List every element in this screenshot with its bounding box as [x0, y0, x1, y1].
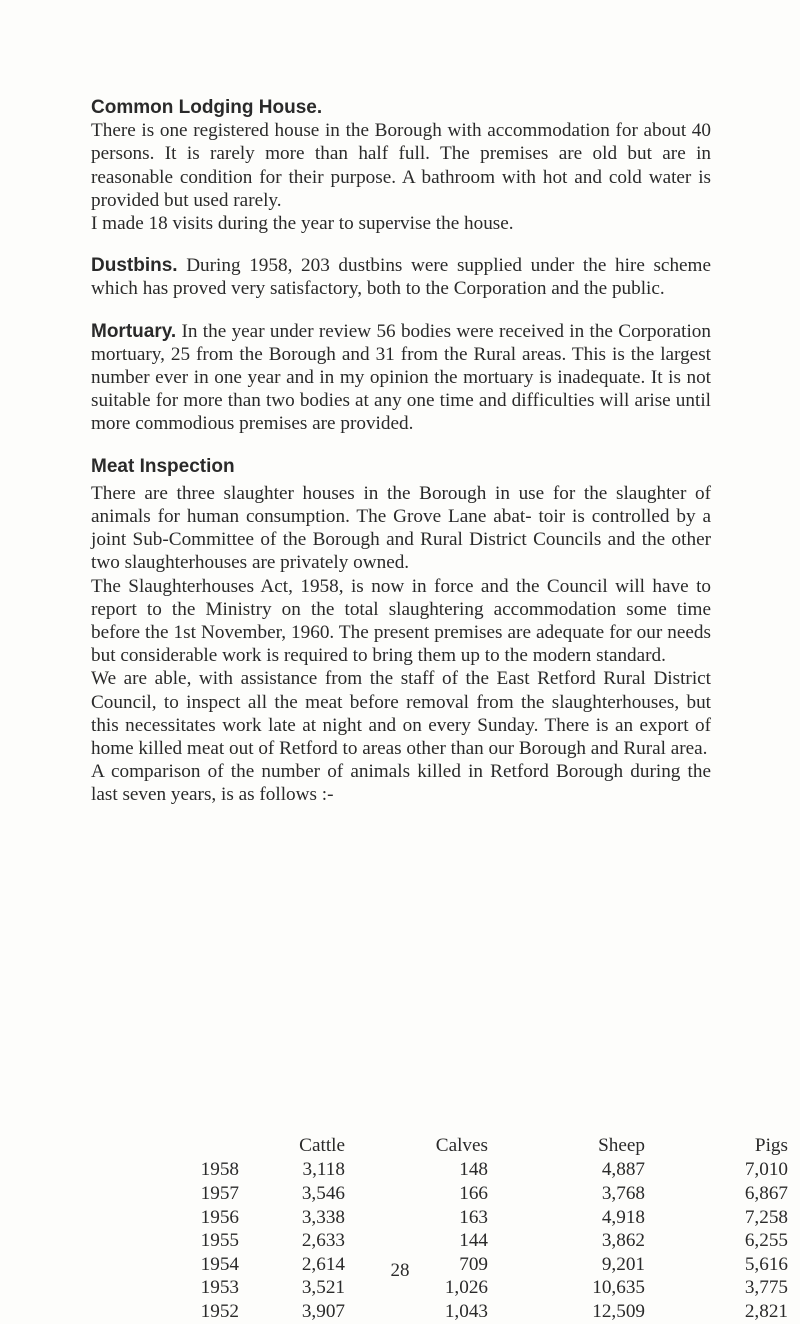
table-cell: 3,768	[601, 1182, 645, 1204]
table-cell: 3,907	[301, 1300, 345, 1322]
table-cell: 10,635	[592, 1277, 645, 1299]
year-cell: 1955	[200, 1230, 239, 1252]
column-header: Sheep	[598, 1135, 645, 1156]
table-cell: 148	[459, 1159, 488, 1181]
year-cell: 1954	[200, 1253, 239, 1275]
table-cell: 6,867	[744, 1182, 788, 1204]
section-mortuary	[91, 320, 711, 436]
paragraph: I made 18 visits during the year to supervise the house.	[91, 213, 514, 235]
table-cell: 166	[459, 1182, 488, 1204]
year-cell: 1953	[200, 1277, 239, 1299]
table-cell: 2,821	[744, 1300, 788, 1322]
section-heading: Meat Inspection	[91, 455, 235, 477]
paragraph-text: During 1958, 203 dustbins were supplied under the hire scheme which has proved very satisfactory, both to the Corporation and the public.	[91, 255, 712, 300]
paragraph	[91, 320, 711, 436]
section-heading: Common Lodging House.	[91, 97, 323, 118]
table-header-row	[91, 1135, 788, 1159]
table-cell: 3,118	[302, 1159, 345, 1181]
section-common-lodging-house	[91, 96, 711, 235]
table-cell: 3,862	[601, 1230, 645, 1252]
year-cell: 1956	[200, 1206, 239, 1228]
table-cell: 144	[459, 1230, 488, 1252]
table-row	[91, 1206, 788, 1230]
table-cell: 6,255	[744, 1230, 788, 1252]
table-cell: 1,026	[444, 1277, 488, 1299]
column-header: Calves	[435, 1135, 488, 1156]
paragraph-text: In the year under review 56 bodies were received in the Corporation mortuary, 25 from the Borough and 31 from the Rural areas. This is the largest number ever in one year and in my opinion the mortuary is inadequate. It is not suitable for more than two bodies at any one time and difficulties will arise until more commodious premises are provided.	[91, 320, 711, 435]
section-heading: Dustbins.	[91, 255, 178, 277]
table-cell: 7,010	[744, 1159, 788, 1181]
table-cell: 3,546	[301, 1182, 345, 1204]
table-cell: 3,521	[301, 1277, 345, 1299]
paragraph	[91, 254, 711, 300]
table-row	[91, 1159, 788, 1183]
table-cell: 9,201	[601, 1253, 645, 1275]
paragraph: The Slaughterhouses Act, 1958, is now in force and the Council will have to report to the Ministry on the total slaughtering accommodation some time before the 1st November, 1960. The present premises are adequate for our needs but considerable work is required to bring them up to the modern standard.	[91, 575, 711, 667]
meat-heading-line	[91, 455, 711, 478]
table-cell: 7,258	[744, 1206, 788, 1228]
table-cell: 163	[459, 1206, 488, 1228]
year-cell: 1957	[200, 1182, 239, 1204]
section-dustbins	[91, 254, 711, 300]
table-cell: 3,338	[301, 1206, 345, 1228]
table-cell: 2,633	[301, 1230, 345, 1252]
paragraph: There are three slaughter houses in the Borough in use for the slaughter of animals for human consumption. The Grove Lane abat- toir is controlled by a joint Sub-Committee of the Borough and Rural District Councils and the other two slaughterhouses are privately owned.	[91, 482, 711, 574]
section-meat-inspection	[91, 455, 711, 807]
paragraph: There is one registered house in the Borough with accommodation for about 40 persons. It is rarely more than half full. The premises are old but are in reasonable condition for their purpose. A bathroom with hot and cold water is provided but used rarely.	[91, 120, 711, 211]
year-cell: 1958	[200, 1159, 239, 1181]
table-cell: 4,887	[601, 1159, 645, 1181]
table-row	[91, 1229, 788, 1253]
table-row	[91, 1182, 788, 1206]
paragraph: We are able, with assistance from the staff of the East Retford Rural District Council, to inspect all the meat before removal from the slaughterhouses, but this necessitates work late at night and on every Sunday. There is an export of home killed meat out of Retford to areas other than our Borough and Rural area.	[91, 668, 711, 760]
table-cell: 1,043	[444, 1300, 488, 1322]
animals-killed-table	[91, 1135, 788, 1324]
page-number: 28	[390, 1260, 410, 1281]
table-row	[91, 1300, 788, 1324]
table-cell: 709	[459, 1253, 488, 1275]
table-cell: 3,775	[744, 1277, 788, 1299]
table-cell: 5,616	[744, 1253, 788, 1275]
document-body	[91, 96, 711, 826]
section-heading: Mortuary.	[91, 320, 177, 342]
table-cell: 2,614	[301, 1253, 345, 1275]
paragraph: A comparison of the number of animals killed in Retford Borough during the last seven years, is as follows :-	[91, 761, 711, 806]
table-cell: 4,918	[601, 1206, 645, 1228]
lodging-heading-line	[91, 96, 711, 119]
year-cell: 1952	[200, 1300, 239, 1322]
column-header: Pigs	[754, 1135, 788, 1156]
column-header: Cattle	[299, 1135, 345, 1156]
table-cell: 12,509	[592, 1300, 645, 1322]
